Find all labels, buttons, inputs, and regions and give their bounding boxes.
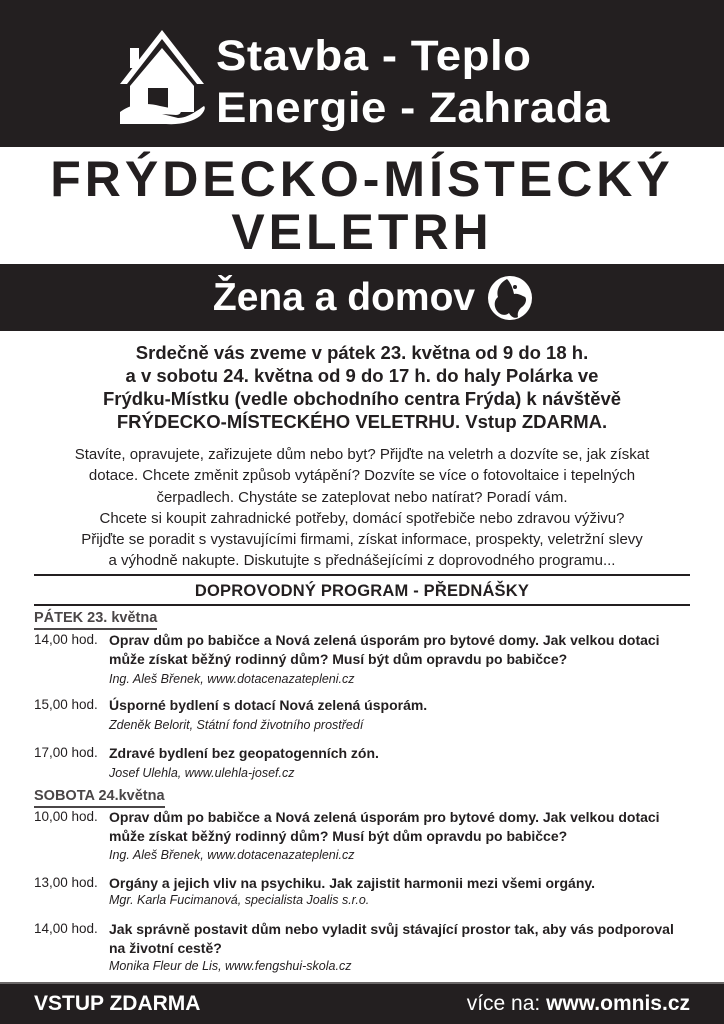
item-speaker: Ing. Aleš Břenek, www.dotacenazatepleni.cz <box>109 848 355 862</box>
title-line-2: VELETRH <box>231 204 493 260</box>
item-title <box>109 808 709 845</box>
item-time: 14,00 hod. <box>34 632 98 647</box>
day-heading-friday: PÁTEK 23. května <box>34 609 157 630</box>
free-entry-label: VSTUP ZDARMA <box>34 992 201 1015</box>
theme-band <box>0 264 724 331</box>
divider <box>34 574 690 576</box>
brand-line-2: Energie - Zahrada <box>216 84 611 132</box>
item-time: 10,00 hod. <box>34 809 98 824</box>
invitation-text <box>0 341 724 433</box>
item-title <box>109 631 709 668</box>
intro-line: Stavíte, opravujete, zařizujete dům nebo byt? Přijďte na veletrh a dozvíte se, jak získat <box>74 446 650 463</box>
house-in-hand-icon <box>118 28 206 126</box>
title-line-1: FRÝDECKO-MÍSTECKÝ <box>50 151 674 207</box>
header-band <box>0 0 724 147</box>
butterfly-icon <box>485 273 535 323</box>
intro-line: dotace. Chcete změnit způsob vytápění? Dozvíte se více o fotovoltaice i tepelných <box>88 467 636 485</box>
item-time: 13,00 hod. <box>34 875 98 890</box>
item-time: 15,00 hod. <box>34 697 98 712</box>
item-speaker: Zdeněk Belorit, Státní fond životního prostředí <box>109 718 364 732</box>
item-title-line: Oprav dům po babičce a Nová zelená úsporám pro bytové domy. Jak velkou dotaci <box>109 809 660 825</box>
item-speaker: Monika Fleur de Lis, www.fengshui-skola.cz <box>109 959 352 973</box>
intro-line: čerpadlech. Chystáte se zateplovat nebo natírat? Poradí vám. <box>156 488 568 506</box>
item-title <box>109 920 709 957</box>
intro-line: Chcete si koupit zahradnické potřeby, domácí spotřebiče nebo zdravou výživu? <box>99 509 625 527</box>
intro-line: Přijďte se poradit s vystavujícími firmami, získat informace, prospekty, veletržní slevy <box>81 531 643 549</box>
invitation-line: Frýdku-Místku (vedle obchodního centra Frýda) k návštěvě <box>102 388 622 409</box>
more-info <box>467 990 690 1018</box>
item-speaker: Mgr. Karla Fucimanová, specialista Joalis s.r.o. <box>109 893 370 907</box>
more-info-prefix: více na: <box>466 992 547 1015</box>
item-title-line: Zdravé bydlení bez geopatogenních zón. <box>109 745 379 761</box>
theme-label: Žena a domov <box>212 276 476 319</box>
invitation-line: Srdečně vás zveme v pátek 23. května od 9 do 18 h. <box>135 342 589 363</box>
program-heading: DOPROVODNÝ PROGRAM - PŘEDNÁŠKY <box>194 582 530 600</box>
invitation-line: FRÝDECKO-MÍSTECKÉHO VELETRHU. Vstup ZDARMA. <box>116 411 608 432</box>
item-speaker: Ing. Aleš Břenek, www.dotacenazatepleni.cz <box>109 672 355 686</box>
item-title-line: může získat běžný rodinný dům? Musí být dům opravdu po babičce? <box>109 650 568 667</box>
intro-line: a výhodně nakupte. Diskutujte s přednášejícími z doprovodného programu... <box>108 552 616 570</box>
item-time: 14,00 hod. <box>34 921 98 936</box>
item-title-line: Orgány a jejich vliv na psychiku. Jak zajistit harmonii mezi všemi orgány. <box>109 875 596 891</box>
item-title <box>109 874 709 893</box>
item-title <box>109 696 709 715</box>
item-title-line: Úsporné bydlení s dotací Nová zelená úsporám. <box>109 697 428 713</box>
item-title <box>109 744 709 763</box>
item-time: 17,00 hod. <box>34 745 98 760</box>
day-heading-saturday: SOBOTA 24.května <box>34 787 165 808</box>
website-link[interactable]: www.omnis.cz <box>546 992 690 1015</box>
footer-band <box>0 982 724 1024</box>
item-speaker: Josef Ulehla, www.ulehla-josef.cz <box>109 766 295 780</box>
page-title <box>0 153 724 259</box>
item-title-line: Jak správně postavit dům nebo vyladit svůj stávající prostor tak, aby vás podporoval <box>109 921 674 937</box>
intro-text <box>0 444 724 572</box>
item-title-line: může získat běžný rodinný dům? Musí být dům opravdu po babičce? <box>109 827 568 844</box>
divider <box>34 604 690 606</box>
item-title-line: Oprav dům po babičce a Nová zelená úsporám pro bytové domy. Jak velkou dotaci <box>109 632 660 648</box>
invitation-line: a v sobotu 24. května od 9 do 17 h. do haly Polárka ve <box>125 365 599 386</box>
item-title-line: na životní cestě? <box>109 939 222 956</box>
brand-name <box>216 30 610 134</box>
brand-line-1: Stavba - Teplo <box>216 32 532 80</box>
